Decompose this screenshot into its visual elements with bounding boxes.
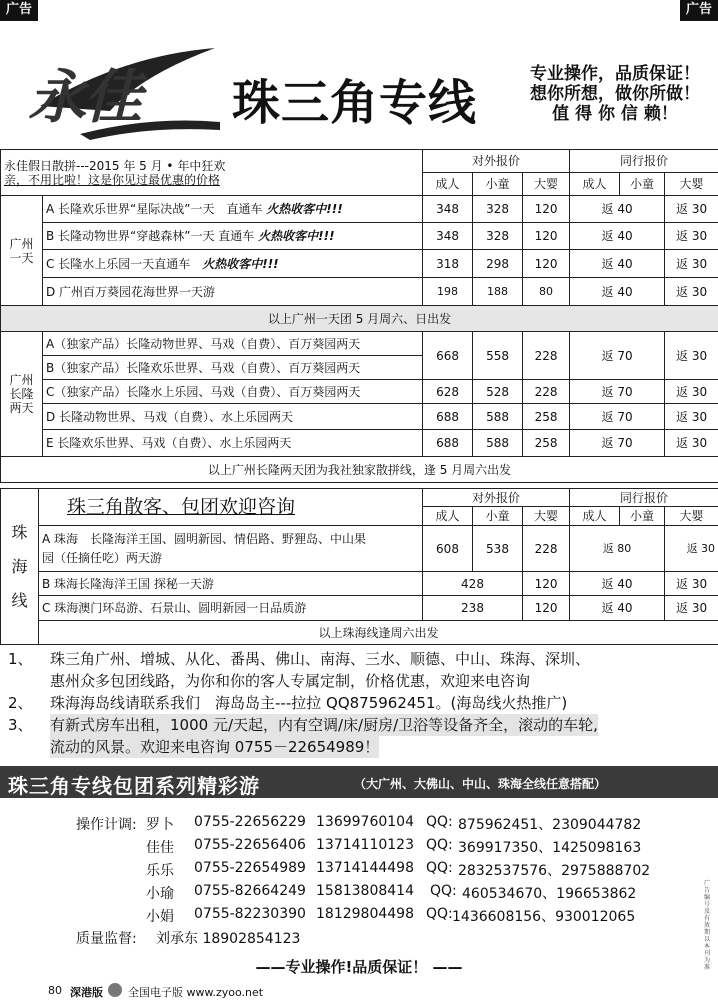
tour-name: B 珠海长隆海洋王国 探秘一天游 xyxy=(39,572,423,596)
peer-rebate: 返 70 xyxy=(570,404,665,430)
promo-line: 永佳假日散拼---2015 年 5 月 • 年中狂欢 xyxy=(4,158,226,173)
peer-rebate: 返 70 xyxy=(570,380,665,404)
price-adult-child: 428 xyxy=(423,572,523,596)
price-adult: 608 xyxy=(423,526,473,572)
contact-name: 乐乐 xyxy=(146,863,174,879)
national-edition: 全国电子版 www.zyoo.net xyxy=(128,986,264,999)
price-infant: 120 xyxy=(523,572,570,596)
ad-badge-left: 广告 xyxy=(0,0,38,21)
series-banner xyxy=(0,766,718,798)
public-price-header: 对外报价 xyxy=(423,150,570,173)
tour-name: C 长隆水上乐园一天直通车 火热收客中!!! xyxy=(43,250,423,278)
zhuhai-title: 珠三角散客、包团欢迎咨询 xyxy=(39,489,423,526)
peer-rebate: 返 70 xyxy=(570,332,665,380)
gz-oneday-footnote: 以上广州一天团 5 月周六、日出发 xyxy=(1,306,718,332)
peer-rebate: 返 40 xyxy=(570,250,665,278)
price-infant: 120 xyxy=(523,223,570,250)
promo-line: 亲，不用比啦！这是你见过最优惠的价格 xyxy=(4,172,221,187)
qq-label: QQ: xyxy=(426,814,453,830)
peer-rebate: 返 80 xyxy=(570,526,665,572)
table-row xyxy=(1,404,718,430)
peer-infant-rebate: 返 30 xyxy=(665,404,718,430)
peer-infant-rebate: 返 30 xyxy=(665,196,718,223)
guangzhou-price-table xyxy=(0,149,718,483)
price-child: 528 xyxy=(473,380,523,404)
col-child: 小童 xyxy=(473,507,523,526)
peer-infant-rebate: 返 30 xyxy=(665,278,718,306)
ad-badge-right: 广告 xyxy=(680,0,718,21)
table-row xyxy=(1,196,718,223)
price-child: 188 xyxy=(473,278,523,306)
col-infant: 大婴 xyxy=(523,507,570,526)
tour-name: A 长隆欢乐世界“星际决战”一天 直通车 火热收客中!!! xyxy=(43,196,423,223)
peer-rebate: 返 40 xyxy=(570,572,665,596)
contact-phone: 0755-22656229 xyxy=(194,814,306,830)
price-child: 328 xyxy=(473,196,523,223)
price-child: 298 xyxy=(473,250,523,278)
col-infant: 大婴 xyxy=(523,173,570,196)
table-row xyxy=(1,332,718,356)
side-note: 广告编号及有效期以本刊为准 xyxy=(704,880,711,971)
contact-qq: 460534670、196653862 xyxy=(462,886,637,902)
banner-subtitle: （大广州、大佛山、中山、珠海全线任意搭配） xyxy=(354,777,607,791)
price-adult: 348 xyxy=(423,223,473,250)
col-peer-adult: 成人 xyxy=(570,173,620,196)
contact-mobile: 13714144498 xyxy=(316,860,414,876)
supervisor-contact: 刘承东 18902854123 xyxy=(156,931,301,947)
price-infant: 228 xyxy=(523,526,570,572)
price-infant: 120 xyxy=(523,596,570,621)
contact-qq: 2832537576、2975888702 xyxy=(458,863,651,879)
peer-infant-rebate: 返 30 xyxy=(665,526,718,572)
qq-label: QQ: xyxy=(426,860,453,876)
peer-infant-rebate: 返 30 xyxy=(665,223,718,250)
peer-rebate: 返 70 xyxy=(570,430,665,457)
qq-label: QQ: xyxy=(430,883,457,899)
price-child: 588 xyxy=(473,430,523,457)
page-title: 珠三角专线 xyxy=(232,75,478,131)
price-adult: 318 xyxy=(423,250,473,278)
price-adult: 668 xyxy=(423,332,473,380)
peer-price-header: 同行报价 xyxy=(570,489,718,507)
peer-rebate: 返 40 xyxy=(570,223,665,250)
peer-rebate: 返 40 xyxy=(570,596,665,621)
contact-phone: 0755-22654989 xyxy=(194,860,306,876)
price-infant: 228 xyxy=(523,380,570,404)
logo-text: 永佳 xyxy=(28,63,141,131)
qq-label: QQ: xyxy=(426,837,453,853)
tour-name: C（独家产品）长隆水上乐园、马戏（自费）、百万葵园两天 xyxy=(43,380,423,404)
contact-mobile: 13699760104 xyxy=(316,814,414,830)
price-adult: 628 xyxy=(423,380,473,404)
table-row xyxy=(1,250,718,278)
contact-qq: 1436608156、930012065 xyxy=(452,909,636,925)
price-infant: 228 xyxy=(523,332,570,380)
peer-infant-rebate: 返 30 xyxy=(665,572,718,596)
tour-name: E 长隆欢乐世界、马戏（自费）、水上乐园两天 xyxy=(43,430,423,457)
slogan-line: 想你所想，做你所做！ xyxy=(530,84,700,104)
price-adult-child: 238 xyxy=(423,596,523,621)
price-infant: 258 xyxy=(523,430,570,457)
table-row xyxy=(1,278,718,306)
page-number: 80 xyxy=(48,984,62,997)
table-row xyxy=(1,430,718,457)
col-peer-infant: 大婴 xyxy=(665,507,718,526)
tour-name: A（独家产品）长隆动物世界、马戏（自费）、百万葵园两天 xyxy=(43,332,423,356)
peer-infant-rebate: 返 30 xyxy=(665,380,718,404)
price-child: 328 xyxy=(473,223,523,250)
price-infant: 258 xyxy=(523,404,570,430)
contact-phone: 0755-82664249 xyxy=(194,883,306,899)
qq-label: QQ: xyxy=(426,906,453,922)
contact-mobile: 15813808414 xyxy=(316,883,414,899)
table-row xyxy=(1,572,718,596)
group-label-zhuhai: 珠 海 线 xyxy=(1,489,39,645)
zhuhai-footnote: 以上珠海线逢周六出发 xyxy=(39,621,718,645)
contact-qq: 369917350、1425098163 xyxy=(458,840,642,856)
col-peer-adult: 成人 xyxy=(570,507,620,526)
slogan-line: 值 得 你 信 赖！ xyxy=(552,104,678,124)
list-item: 2、 珠海海岛线请联系我们 海岛岛主---拉拉 QQ875962451。(海岛线火热推广) xyxy=(8,694,568,712)
contact-mobile: 13714110123 xyxy=(316,837,414,853)
notes-list xyxy=(0,648,718,758)
list-item: 1、 珠三角广州、增城、从化、番禺、佛山、南海、三水、顺德、中山、珠海、深圳、 xyxy=(8,650,591,668)
col-adult: 成人 xyxy=(423,173,473,196)
tour-name: A 珠海 长隆海洋王国、圆明新园、情侣路、野狸岛、中山果 园（任摘任吃）两天游 xyxy=(39,526,423,572)
group-label-gz-twoday: 广州 长隆 两天 xyxy=(1,332,43,457)
price-adult: 688 xyxy=(423,404,473,430)
contact-name: 小娟 xyxy=(146,909,174,925)
tour-name: B（独家产品）长隆欢乐世界、马戏（自费）、百万葵园两天 xyxy=(43,356,423,380)
price-adult: 688 xyxy=(423,430,473,457)
edition-label: 深港版 xyxy=(70,986,103,999)
page-footer xyxy=(0,982,718,1000)
list-item: 3、 有新式房车出租，1000 元/天起，内有空调/床/厨房/卫浴等设备齐全，滚动的车轮, xyxy=(8,716,598,734)
supervisor-label: 质量监督: xyxy=(76,931,137,947)
price-child: 538 xyxy=(473,526,523,572)
publisher-logo-icon xyxy=(108,983,122,997)
tour-name: D 长隆动物世界、马戏（自费）、水上乐园两天 xyxy=(43,404,423,430)
table-row xyxy=(1,380,718,404)
contact-mobile: 18129804498 xyxy=(316,906,414,922)
col-peer-child: 小童 xyxy=(620,507,665,526)
col-child: 小童 xyxy=(473,173,523,196)
contact-phone: 0755-22656406 xyxy=(194,837,306,853)
price-child: 558 xyxy=(473,332,523,380)
peer-infant-rebate: 返 30 xyxy=(665,250,718,278)
promo-headline xyxy=(1,150,423,196)
contact-qq: 875962451、2309044782 xyxy=(458,817,642,833)
footer-slogan: ——专业操作!品质保证！ —— xyxy=(255,958,463,976)
peer-rebate: 返 40 xyxy=(570,196,665,223)
table-row xyxy=(1,526,718,572)
table-row xyxy=(1,223,718,250)
header-slogan xyxy=(520,64,710,124)
contact-name: 佳佳 xyxy=(146,840,174,856)
col-peer-infant: 大婴 xyxy=(665,173,718,196)
col-adult: 成人 xyxy=(423,507,473,526)
price-adult: 348 xyxy=(423,196,473,223)
tour-name: B 长隆动物世界“穿越森林”一天 直通车 火热收客中!!! xyxy=(43,223,423,250)
slogan-line: 专业操作，品质保证！ xyxy=(530,64,700,84)
table-row xyxy=(1,596,718,621)
banner-title: 珠三角专线包团系列精彩游 xyxy=(8,774,260,798)
price-infant: 120 xyxy=(523,250,570,278)
peer-infant-rebate: 返 30 xyxy=(665,430,718,457)
tour-name: D 广州百万葵园花海世界一天游 xyxy=(43,278,423,306)
price-adult: 198 xyxy=(423,278,473,306)
list-item: 流动的风景。欢迎来电咨询 0755－22654989！ xyxy=(50,738,380,756)
tour-name: C 珠海澳门环岛游、石景山、圆明新园一日品质游 xyxy=(39,596,423,621)
price-infant: 120 xyxy=(523,196,570,223)
price-child: 588 xyxy=(473,404,523,430)
peer-infant-rebate: 返 30 xyxy=(665,332,718,380)
list-item: 惠州众多包团线路，为你和你的客人专属定制，价格优惠，欢迎来电咨询 xyxy=(50,672,531,690)
public-price-header: 对外报价 xyxy=(423,489,570,507)
peer-infant-rebate: 返 30 xyxy=(665,596,718,621)
contact-name: 罗卜 xyxy=(146,817,174,833)
col-peer-child: 小童 xyxy=(620,173,665,196)
gz-twoday-footnote: 以上广州长隆两天团为我社独家散拼线，逢 5 月周六出发 xyxy=(1,457,718,483)
peer-rebate: 返 40 xyxy=(570,278,665,306)
group-label-gz-oneday: 广州一天 xyxy=(1,196,43,306)
contact-name: 小瑜 xyxy=(146,886,174,902)
contact-label: 操作计调: xyxy=(76,817,137,833)
contact-phone: 0755-82230390 xyxy=(194,906,306,922)
peer-price-header: 同行报价 xyxy=(570,150,718,173)
zhuhai-price-table xyxy=(0,488,718,645)
price-infant: 80 xyxy=(523,278,570,306)
